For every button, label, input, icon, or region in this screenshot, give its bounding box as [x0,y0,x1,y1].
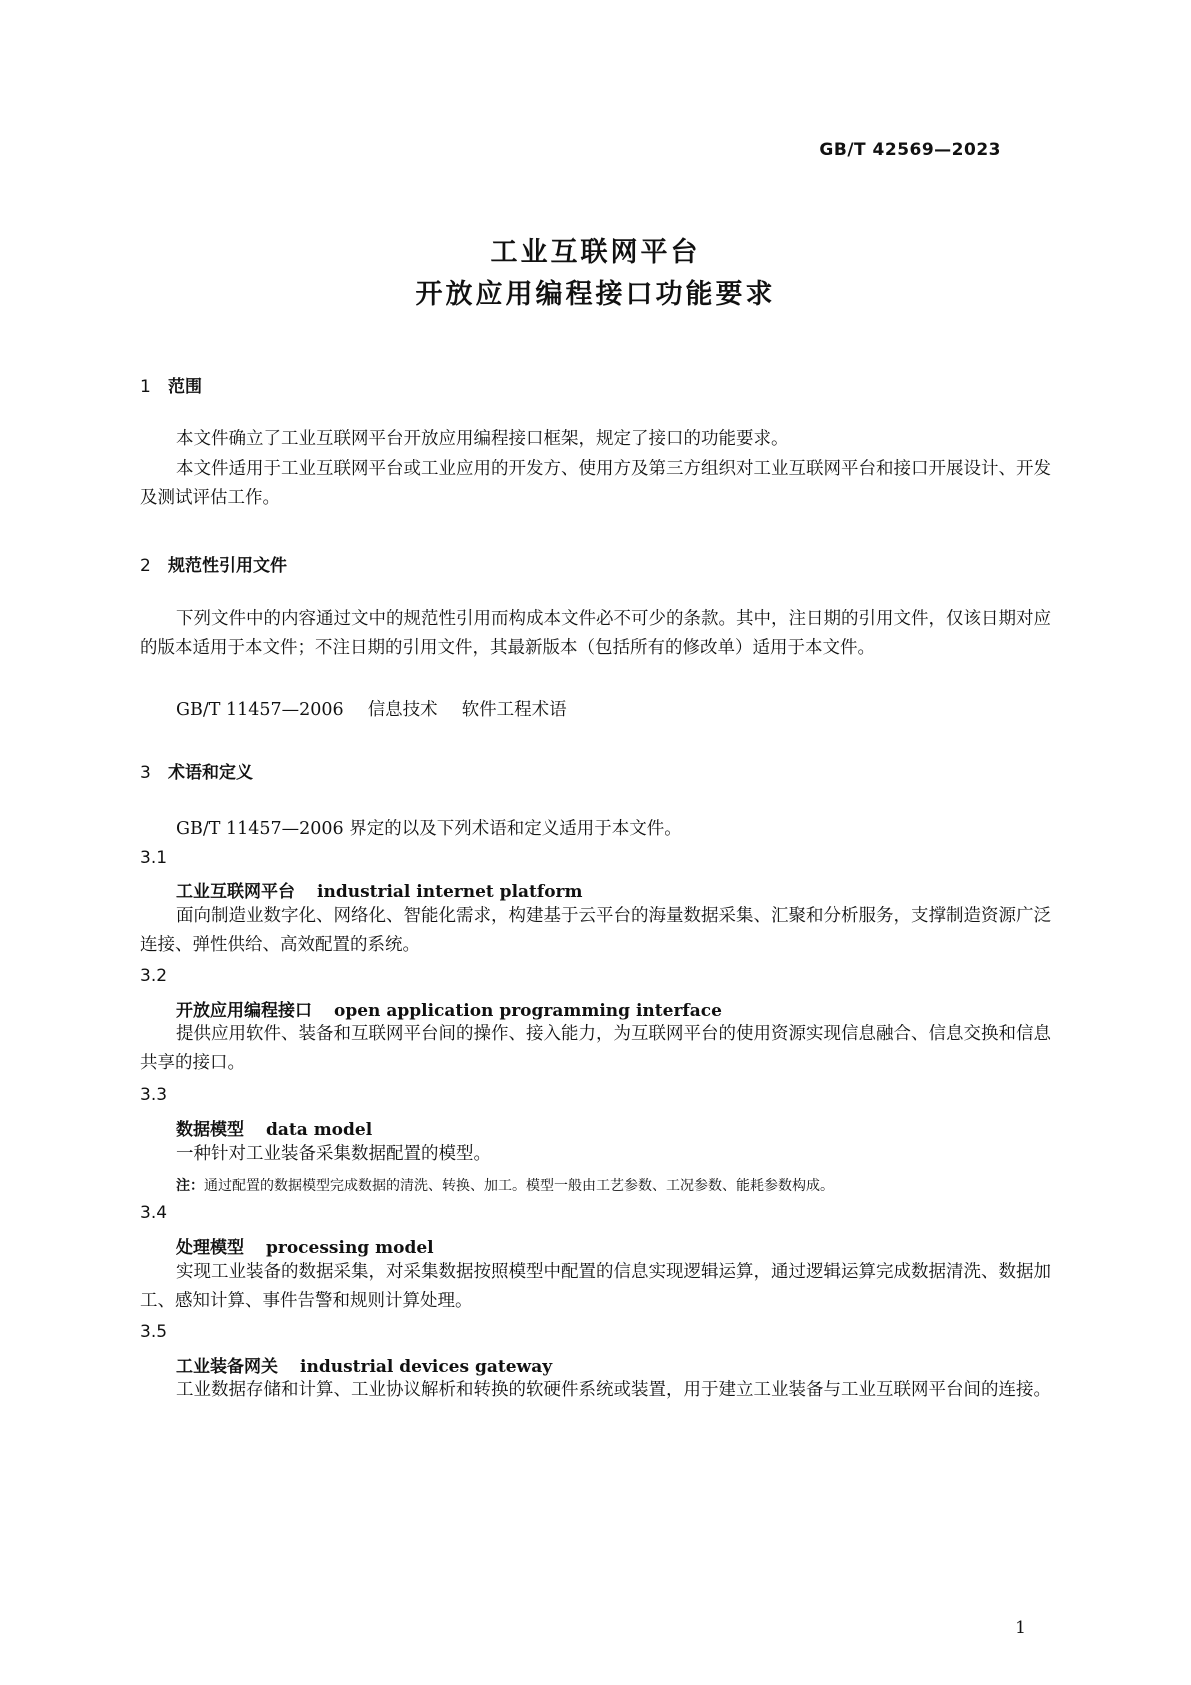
term-heading [176,996,722,1021]
term-chinese: 数据模型 [176,1120,244,1140]
section-2-heading [140,551,287,576]
section-number: 1 [140,377,151,397]
section-3-intro: GB/T 11457—2006 界定的以及下列术语和定义适用于本文件。 [176,819,682,839]
document-title-line1: 工业互联网平台 [490,237,701,268]
term-chinese: 处理模型 [176,1238,244,1258]
clause-number: 3.5 [140,1322,168,1342]
reference-title-part1: 信息技术 [367,700,438,720]
note-label: 注： [176,1178,204,1194]
section-1-heading [140,372,202,397]
term-definition: 一种针对工业装备采集数据配置的模型。 [176,1144,491,1164]
term-chinese: 工业互联网平台 [176,882,295,902]
term-heading [176,1352,552,1377]
term-english: open application programming interface [334,1001,722,1021]
reference-code: GB/T 11457—2006 [176,700,344,720]
term-note [176,1175,834,1195]
document-title-line2: 开放应用编程接口功能要求 [415,279,776,310]
section-number: 3 [140,763,151,783]
term-definition: 面向制造业数字化、网络化、智能化需求，构建基于云平台的海量数据采集、汇聚和分析服务，支撑制造资源广泛连接、弹性供给、高效配置的系统。 [140,906,1051,955]
section-title: 术语和定义 [168,763,253,783]
term-definition: 提供应用软件、装备和互联网平台间的操作、接入能力，为互联网平台的使用资源实现信息融合、信息交换和信息共享的接口。 [140,1024,1051,1073]
section-title: 规范性引用文件 [168,556,287,576]
note-text: 通过配置的数据模型完成数据的清洗、转换、加工。模型一般由工艺参数、工况参数、能耗参数构成。 [204,1178,834,1194]
section-3-heading [140,758,253,783]
term-definition: 实现工业装备的数据采集，对采集数据按照模型中配置的信息实现逻辑运算，通过逻辑运算完成数据清洗、数据加工、感知计算、事件告警和规则计算处理。 [140,1262,1051,1311]
reference-title-part2: 软件工程术语 [461,700,567,720]
term-heading [176,877,583,902]
section-1-paragraph-2: 本文件适用于工业互联网平台或工业应用的开发方、使用方及第三方组织对工业互联网平台和接口开展设计、开发及测试评估工作。 [140,459,1051,508]
term-english: industrial devices gateway [300,1357,553,1377]
section-title: 范围 [168,377,202,397]
clause-number: 3.2 [140,966,168,986]
section-1-paragraph-1: 本文件确立了工业互联网平台开放应用编程接口框架，规定了接口的功能要求。 [176,429,789,449]
term-chinese: 工业装备网关 [176,1357,278,1377]
section-2-paragraph-1: 下列文件中的内容通过文中的规范性引用而构成本文件必不可少的条款。其中，注日期的引用文件，仅该日期对应的版本适用于本文件；不注日期的引用文件，其最新版本（包括所有的修改单）适用于本文件。 [140,609,1051,658]
term-chinese: 开放应用编程接口 [176,1001,312,1021]
standard-code: GB/T 42569—2023 [819,140,1001,160]
term-english: data model [266,1120,373,1140]
clause-number: 3.4 [140,1203,168,1223]
term-english: industrial internet platform [317,882,583,902]
section-number: 2 [140,556,151,576]
term-english: processing model [266,1238,434,1258]
term-definition: 工业数据存储和计算、工业协议解析和转换的软硬件系统或装置，用于建立工业装备与工业互联网平台间的连接。 [176,1380,1051,1400]
term-heading [176,1115,372,1140]
normative-reference [176,696,567,721]
clause-number: 3.3 [140,1085,168,1105]
page-number: 1 [1015,1618,1026,1638]
term-heading [176,1233,434,1258]
clause-number: 3.1 [140,848,168,868]
